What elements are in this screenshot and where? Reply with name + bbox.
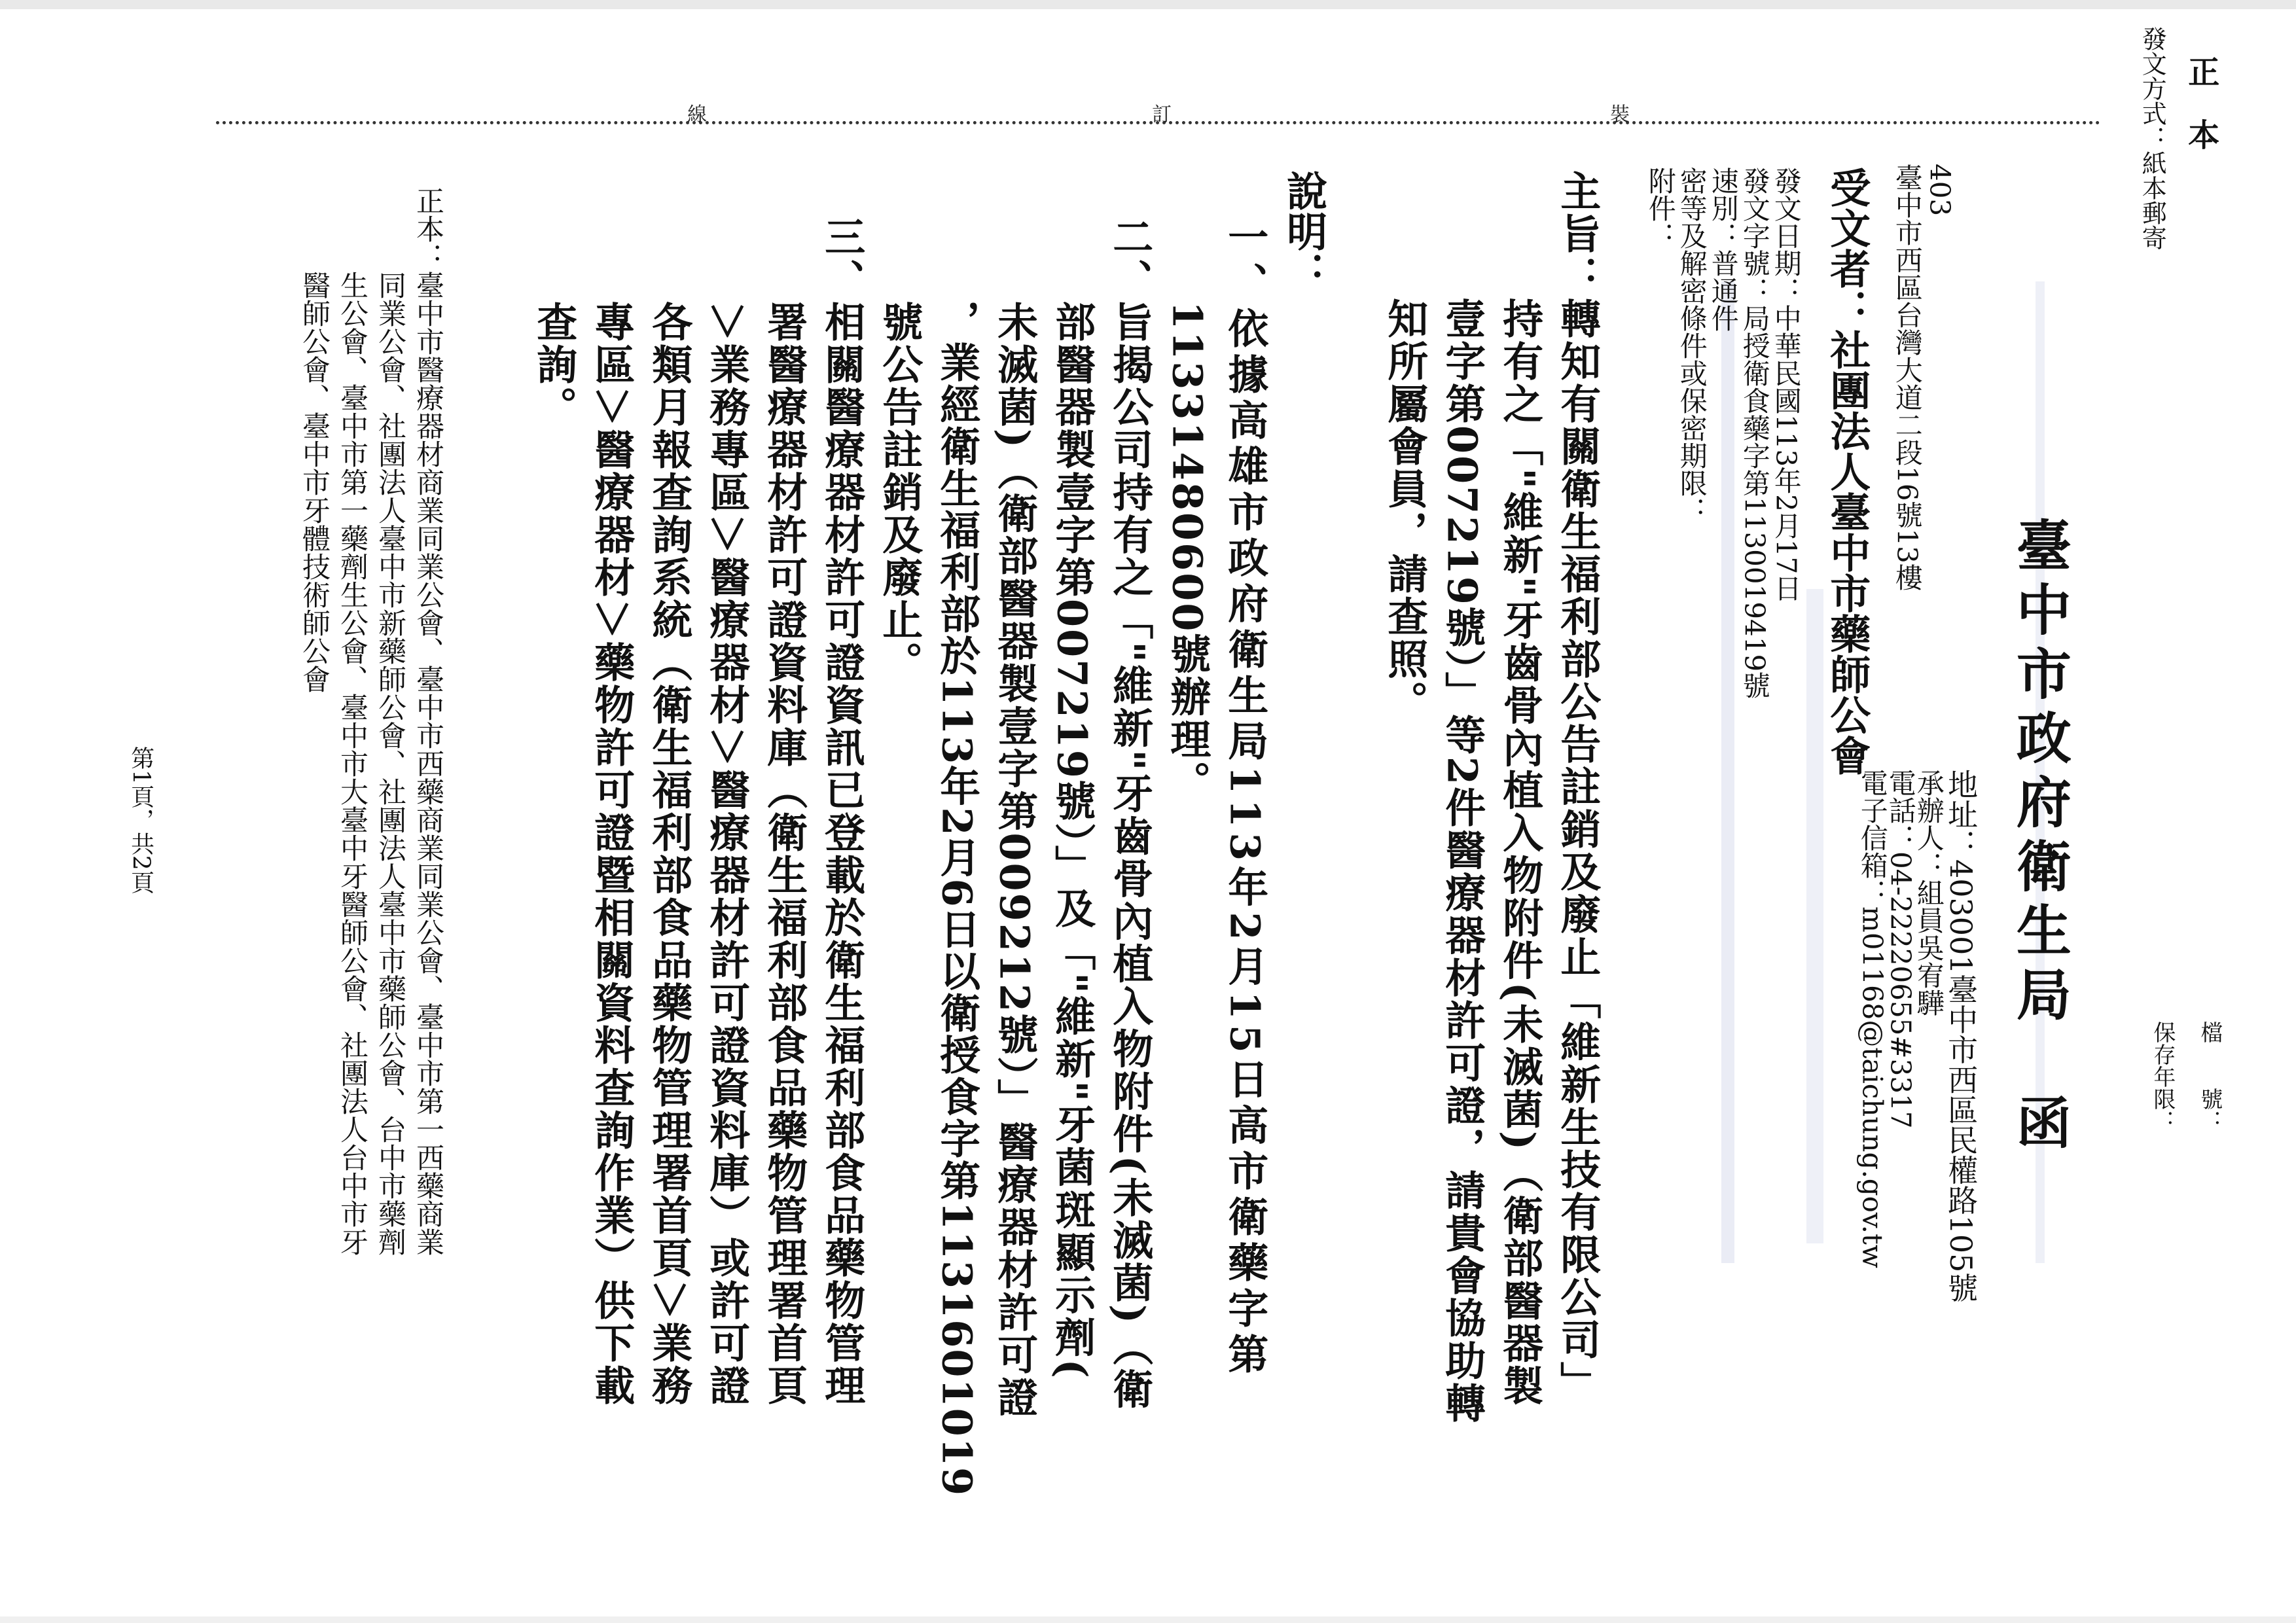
subject-line-4: 知所屬會員，請查照。 bbox=[1380, 170, 1429, 723]
explanation-3-line-6: 查詢。 bbox=[529, 216, 578, 429]
recipient: 受文者：社團法人臺中市藥師公會 bbox=[1823, 167, 1871, 776]
subject-line-1: 主旨：轉知有關衛生福利部公告註銷及廢止「維新生技有限公司」 bbox=[1553, 170, 1602, 1404]
agency-title: 臺中市政府衛生局 函 bbox=[2007, 517, 2073, 1158]
explanation-3-line-4: 各類月報查詢系統（衛生福利部食品藥物管理署首頁＞業務 bbox=[645, 216, 693, 1407]
explanation-3-line-2: 署醫療器材許可證資料庫（衛生福利部食品藥物管理署首頁 bbox=[760, 216, 808, 1407]
explanation-2-line-4: ，業經衛生福利部於113年2月6日以衛授食字第1131601019 bbox=[933, 216, 981, 1497]
explanation-1-line-1: 一、依據高雄市政府衛生局113年2月15日高市衛藥字第 bbox=[1221, 216, 1269, 1379]
subject-line-3: 壹字第007219號）」等2件醫療器材許可證，請貴會協助轉 bbox=[1438, 170, 1486, 1425]
explanation-2-line-3: 未滅菌)（衛部醫器製壹字第009212號）」醫療器材許可證 bbox=[990, 216, 1039, 1419]
issue-date: 發文日期：中華民國113年2月17日 bbox=[1770, 167, 1803, 602]
explanation-3-line-1: 三、相關醫療器材許可證資訊已登載於衛生福利部食品藥物管理 bbox=[817, 216, 866, 1407]
sender-address: 地址：403001臺中市西區民權路105號 bbox=[1943, 769, 1979, 1303]
issue-number: 發文字號：局授衛食藥字第1130019419號 bbox=[1738, 167, 1771, 700]
file-number-label: 檔 號： bbox=[2196, 1021, 2223, 1132]
cc-line-4: 醫師公會、臺中市牙體技術師公會 bbox=[298, 187, 331, 693]
bind-mark-zhuang: 裝 bbox=[1610, 103, 1630, 126]
cc-line-2: 同業公會、社團法人臺中市新藥師公會、社團法人臺中市藥師公會、台中市藥劑 bbox=[374, 187, 407, 1256]
explanation-3-line-3: ＞業務專區＞醫療器材＞醫療器材許可證資料庫）或許可證 bbox=[702, 216, 751, 1408]
sender-phone: 電話：04-22220655#3317 bbox=[1884, 769, 1917, 1129]
page-number: 第1頁，共2頁 bbox=[127, 746, 154, 894]
explanation-3-line-5: 專區＞醫療器材＞藥物許可證暨相關資料查詢作業）供下載 bbox=[587, 216, 636, 1407]
attachment-label: 附件： bbox=[1644, 167, 1677, 249]
speed-class: 速別：普通件 bbox=[1707, 167, 1740, 332]
cc-line-3: 生公會、臺中市第一藥劑生公會、臺中市大臺中牙醫師公會、社團法人台中市牙 bbox=[336, 187, 369, 1256]
bind-mark-ding: 訂 bbox=[1152, 103, 1172, 126]
classification: 密等及解密條件或保密期限： bbox=[1676, 167, 1708, 524]
explanation-label: 說明： bbox=[1280, 170, 1328, 292]
scan-edge-top bbox=[0, 0, 2296, 9]
send-method: 發文方式：紙本郵寄 bbox=[2138, 26, 2167, 250]
retention-label: 保存年限： bbox=[2149, 1021, 2176, 1132]
postal-code: 403 bbox=[1924, 164, 1956, 217]
scan-edge-bottom bbox=[0, 1616, 2296, 1623]
sender-handler: 承辦人：組員吳宥驊 bbox=[1912, 769, 1945, 1016]
explanation-1-line-2: 11331480600號辦理。 bbox=[1163, 216, 1211, 804]
copy-type: 正 本 bbox=[2182, 56, 2219, 150]
explanation-2-line-1: 二、旨揭公司持有之「"維新"牙齒骨內植入物附件(未滅菌)（衛 bbox=[1105, 216, 1154, 1411]
explanation-2-line-2: 部醫器製壹字第007219號）」及「"維新"牙菌斑顯示劑( bbox=[1048, 216, 1096, 1380]
recipient-address: 臺中市西區台灣大道二段16號13樓 bbox=[1891, 164, 1924, 591]
subject-line-2: 持有之「"維新"牙齒骨內植入物附件(未滅菌)（衛部醫器製 bbox=[1496, 170, 1544, 1408]
explanation-2-line-5: 號公告註銷及廢止。 bbox=[875, 216, 924, 684]
bind-mark-xian: 線 bbox=[687, 103, 707, 126]
sender-email: 電子信箱：m01168@taichung.gov.tw bbox=[1856, 769, 1889, 1268]
cc-line-1: 正本：臺中市醫療器材商業同業公會、臺中市西藥商業同業公會、臺中市第一西藥商業 bbox=[412, 187, 445, 1256]
